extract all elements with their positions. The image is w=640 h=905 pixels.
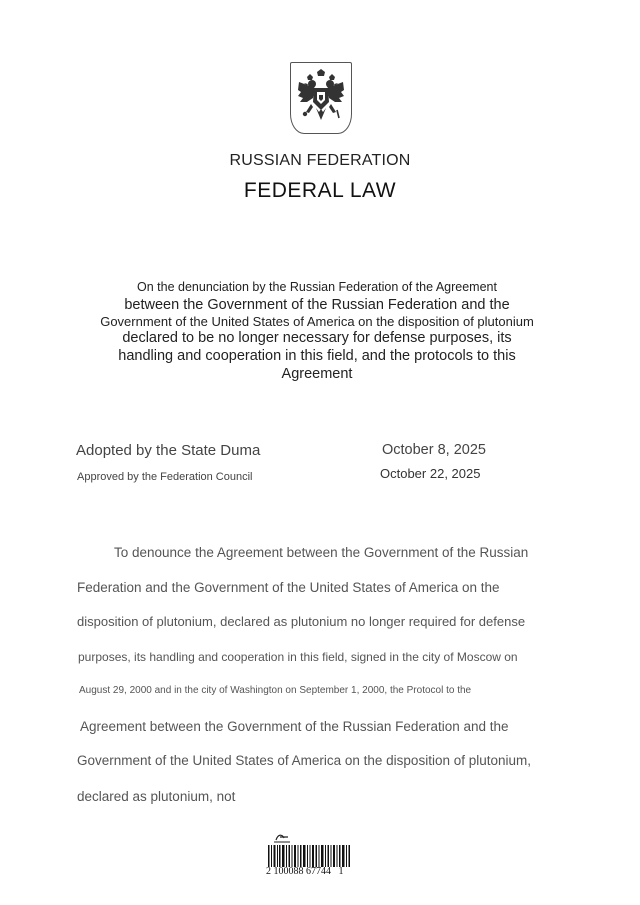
body-text-line: Federation and the Government of the United States of America on the bbox=[77, 580, 500, 595]
adopted-date: October 8, 2025 bbox=[382, 442, 486, 458]
body-text-line: purposes, its handling and cooperation in this field, signed in the city of Moscow on bbox=[78, 650, 518, 664]
body-text-line: declared as plutonium, not bbox=[77, 789, 236, 804]
law-title-line: Government of the United States of America on the disposition of plutonium bbox=[100, 314, 534, 329]
body-text-line: Agreement between the Government of the Russian Federation and the bbox=[80, 719, 509, 734]
law-title-line: declared to be no longer necessary for defense purposes, its bbox=[122, 330, 512, 346]
double-headed-eagle-icon bbox=[295, 68, 347, 126]
body-text-line: Government of the United States of America on the disposition of plutonium, bbox=[77, 753, 532, 768]
body-text-line: disposition of plutonium, declared as plutonium no longer required for defense bbox=[77, 614, 526, 629]
coat-of-arms-emblem bbox=[290, 62, 352, 134]
body-text-line: To denounce the Agreement between the Government of the Russian bbox=[114, 545, 529, 560]
registration-mark-icon bbox=[274, 831, 290, 843]
adopted-by-duma-label: Adopted by the State Duma bbox=[76, 442, 261, 459]
law-type-heading: FEDERAL LAW bbox=[243, 179, 397, 202]
barcode-number: 2 100088 67744 1 bbox=[266, 866, 344, 877]
law-title-line: Agreement bbox=[281, 366, 353, 382]
approved-by-council-label: Approved by the Federation Council bbox=[77, 471, 253, 483]
body-text-line: August 29, 2000 and in the city of Washington on September 1, 2000, the Protocol to the bbox=[79, 685, 472, 696]
law-title-line: On the denunciation by the Russian Federation of the Agreement bbox=[137, 280, 497, 294]
federation-heading: RUSSIAN FEDERATION bbox=[229, 152, 411, 169]
law-title-line: between the Government of the Russian Federation and the bbox=[124, 297, 510, 313]
approved-date: October 22, 2025 bbox=[380, 466, 481, 481]
law-title-line: handling and cooperation in this field, and the protocols to this bbox=[118, 348, 516, 364]
